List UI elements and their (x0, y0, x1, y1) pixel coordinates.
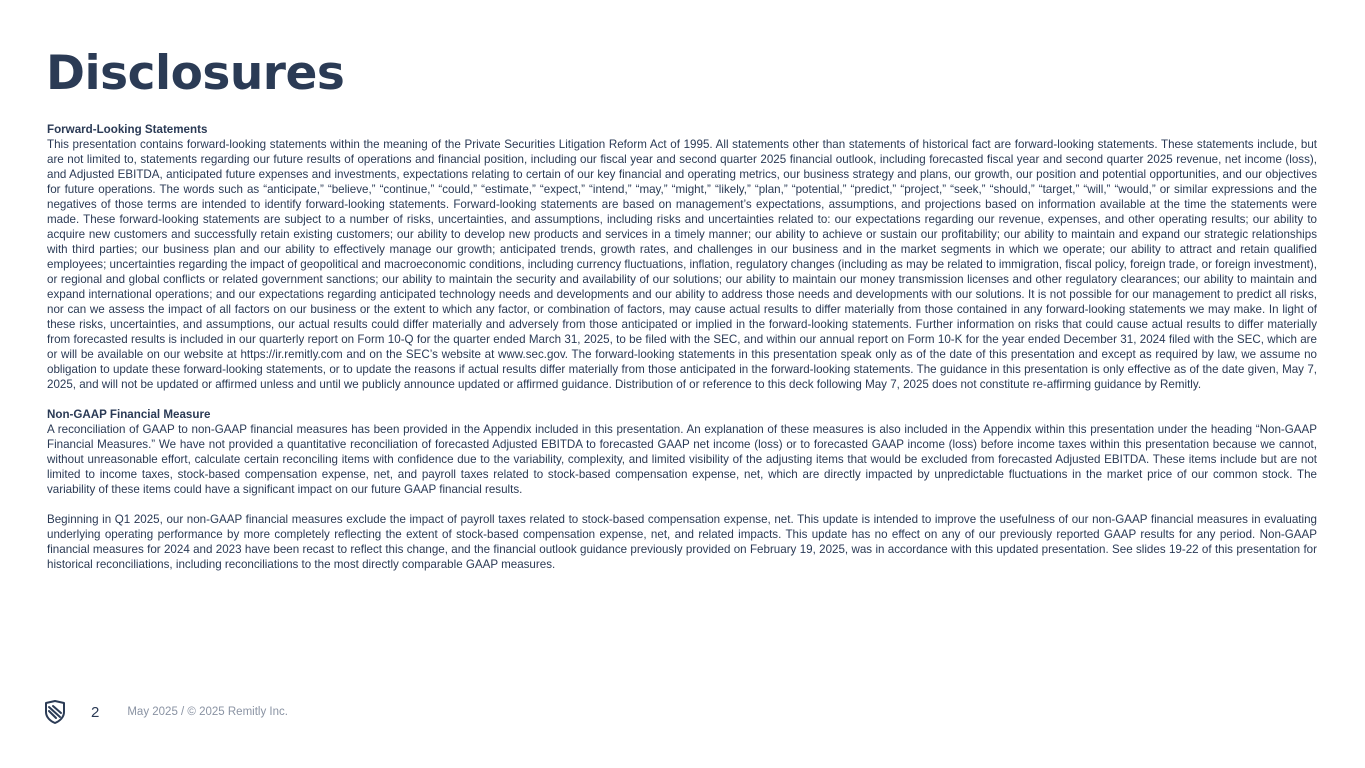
q1-update-section (47, 512, 1317, 572)
footer-copyright: May 2025 / © 2025 Remitly Inc. (127, 706, 288, 718)
disclosures-content (47, 122, 1317, 587)
non-gaap-heading: Non-GAAP Financial Measure (47, 408, 211, 421)
q1-update-body: Beginning in Q1 2025, our non-GAAP financial measures exclude the impact of payroll taxes related to stock-based compensation expense, net. This update is intended to improve the usefulness of our non-GAAP financial measures in evaluating underlying operating performance by more completely reflecting the extent of stock-based compensation expense, net, and related impacts. This update has no effect on any of our previously reported GAAP results for any period. Non-GAAP financial measures for 2024 and 2023 have been recast to reflect this change, and the financial outlook guidance previously provided on February 19, 2025, was in accordance with this updated presentation. See slides 19-22 of this presentation for historical reconciliations, including reconciliations to the most directly comparable GAAP measures. (47, 513, 1317, 571)
page-number: 2 (91, 703, 100, 721)
forward-looking-heading: Forward-Looking Statements (47, 123, 208, 136)
forward-looking-section (47, 122, 1317, 392)
non-gaap-body: A reconciliation of GAAP to non-GAAP financial measures has been provided in the Appendix included in this presentation. An explanation of these measures is also included in the Appendix within this presentation under the heading “Non-GAAP Financial Measures.” We have not provided a quantitative reconciliation of forecasted Adjusted EBITDA to forecasted GAAP net income (loss) or to forecasted GAAP income (loss) before income taxes within this presentation because we cannot, without unreasonable effort, calculate certain reconciling items with confidence due to the variability, complexity, and limited visibility of the adjusting items that would be excluded from forecasted Adjusted EBITDA. These items include but are not limited to income taxes, stock-based compensation expense, net, and payroll taxes related to stock-based compensation expense, net, which are directly impacted by unpredictable fluctuations in the market price of our common stock. The variability of these items could have a significant impact on our future GAAP financial results. (47, 423, 1317, 496)
non-gaap-section (47, 407, 1317, 497)
page-title: Disclosures (46, 46, 345, 101)
remitly-shield-logo-icon (44, 700, 66, 724)
footer (44, 700, 288, 724)
forward-looking-body: This presentation contains forward-looking statements within the meaning of the Private Securities Litigation Reform Act of 1995. All statements other than statements of historical fact are forward-looking statements. These statements include, but are not limited to, statements regarding our future results of operations and financial position, including our fiscal year and second quarter 2025 financial outlook, including forecasted fiscal year and second quarter 2025 revenue, net income (loss), and Adjusted EBITDA, anticipated future expenses and investments, expectations relating to certain of our key financial and operating metrics, our business strategy and plans, our growth, our position and potential opportunities, and our objectives for future operations. The words such as “anticipate,” “believe,” “continue,” “could,” “estimate,” “expect,” “intend,” “may,” “might,” “likely,” “plan,” “potential,” “predict,” “project,” “seek,” “should,” “target,” “will,” “would,” or similar expressions and the negatives of those terms are intended to identify forward-looking statements. Forward-looking statements are based on management’s expectations, assumptions, and projections based on information available at the time the statements were made. These forward-looking statements are subject to a number of risks, uncertainties, and assumptions, including risks and uncertainties related to: our expectations regarding our revenue, expenses, and other operating results; our ability to acquire new customers and successfully retain existing customers; our ability to develop new products and services in a timely manner; our ability to achieve or sustain our profitability; our ability to maintain and expand our strategic relationships with third parties; our business plan and our ability to effectively manage our growth; anticipated trends, growth rates, and challenges in our business and in the market segments in which we operate; our ability to attract and retain qualified employees; uncertainties regarding the impact of geopolitical and macroeconomic conditions, including currency fluctuations, inflation, regulatory changes (including as may be related to immigration, fiscal policy, foreign trade, or foreign investment), or regional and global conflicts or related government sanctions; our ability to maintain the security and availability of our solutions; our ability to maintain our money transmission licenses and other regulatory clearances; our ability to maintain and expand international operations; and our expectations regarding anticipated technology needs and developments and our ability to address those needs and developments with our solutions. It is not possible for our management to predict all risks, nor can we assess the impact of all factors on our business or the extent to which any factor, or combination of factors, may cause actual results to differ materially from those contained in any forward-looking statements we may make. In light of these risks, uncertainties, and assumptions, our actual results could differ materially and adversely from those anticipated or implied in the forward-looking statements. Further information on risks that could cause actual results to differ materially from forecasted results is included in our quarterly report on Form 10-Q for the quarter ended March 31, 2025, to be filed with the SEC, and within our annual report on Form 10-K for the year ended December 31, 2024 filed with the SEC, which are or will be available on our website at https://ir.remitly.com and on the SEC’s website at www.sec.gov. The forward-looking statements in this presentation speak only as of the date of this presentation and except as required by law, we assume no obligation to update these forward-looking statements, or to update the reasons if actual results differ materially from those anticipated in the forward-looking statements. The guidance in this presentation is only effective as of the date given, May 7, 2025, and will not be updated or affirmed unless and until we publicly announce updated or affirmed guidance. Distribution of or reference to this deck following May 7, 2025 does not constitute re-affirming guidance by Remitly. (47, 138, 1317, 391)
